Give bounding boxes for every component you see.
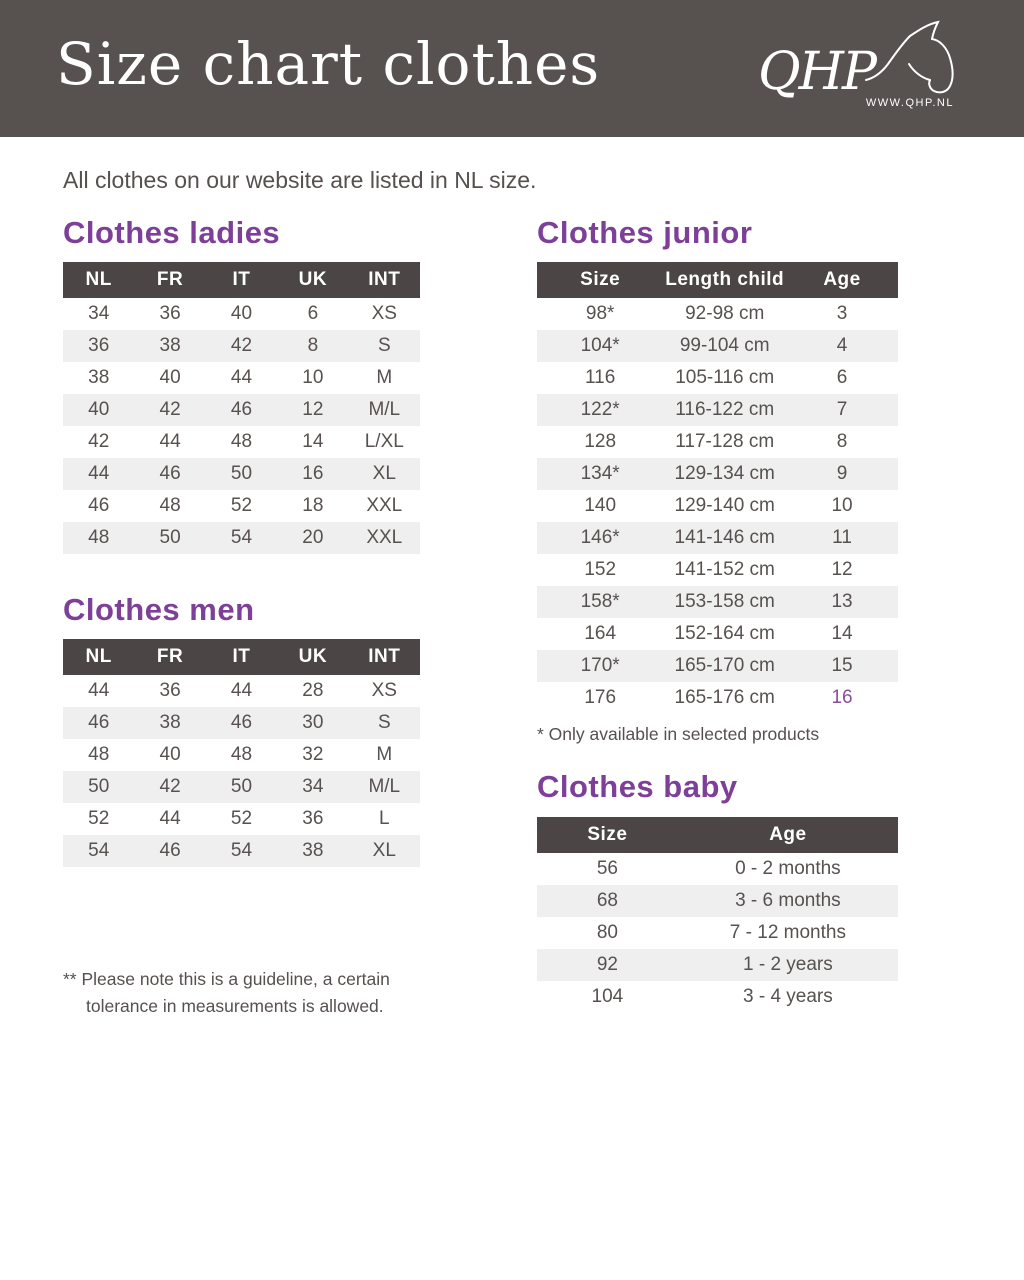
table-cell: 16 <box>831 687 853 708</box>
junior-size-table <box>537 262 898 714</box>
table-cell: 13 <box>831 591 853 612</box>
column-header: IT <box>206 639 277 675</box>
table-cell: 40 <box>88 399 110 420</box>
table-cell: 1 - 2 years <box>743 954 833 975</box>
table-header-row <box>63 639 420 675</box>
table-row <box>537 618 898 650</box>
column-header: Age <box>678 817 898 853</box>
table-cell: 40 <box>159 367 181 388</box>
table-cell: 46 <box>88 495 110 516</box>
table-row <box>63 707 420 739</box>
table-cell: 6 <box>836 367 848 388</box>
table-cell: 68 <box>596 890 618 911</box>
table-cell: 54 <box>230 840 253 861</box>
column-header: INT <box>349 262 420 298</box>
table-cell: 165-176 cm <box>674 687 775 708</box>
table-cell: 40 <box>230 303 253 324</box>
table-row <box>537 682 898 714</box>
table-cell: 46 <box>159 463 181 484</box>
table-cell: 42 <box>88 431 110 452</box>
column-header: IT <box>206 262 277 298</box>
column-header: NL <box>63 262 134 298</box>
table-header-row <box>63 262 420 298</box>
table-cell: 4 <box>836 335 848 356</box>
table-cell: 34 <box>302 776 324 797</box>
table-cell: 80 <box>596 922 618 943</box>
table-row <box>537 981 898 1013</box>
table-cell: XS <box>371 303 397 324</box>
table-cell: 34 <box>88 303 110 324</box>
table-cell: 54 <box>230 527 253 548</box>
table-cell: 129-134 cm <box>674 463 775 484</box>
table-row <box>63 426 420 458</box>
column-header: Size <box>537 262 663 298</box>
table-cell: 38 <box>302 840 324 861</box>
table-row <box>537 298 898 330</box>
column-header: Size <box>537 817 678 853</box>
table-cell: 10 <box>302 367 324 388</box>
column-header: UK <box>277 262 348 298</box>
table-cell: 128 <box>584 431 617 452</box>
table-cell: XL <box>372 840 396 861</box>
table-cell: 38 <box>88 367 110 388</box>
table-cell: 176 <box>584 687 617 708</box>
table-cell: 48 <box>230 744 253 765</box>
table-row <box>537 949 898 981</box>
table-cell: 52 <box>230 495 253 516</box>
table-cell: 54 <box>88 840 110 861</box>
table-row <box>63 522 420 554</box>
table-row <box>537 490 898 522</box>
column-header: Age <box>786 262 898 298</box>
table-cell: 14 <box>302 431 324 452</box>
table-cell: 116-122 cm <box>675 399 775 420</box>
table-cell: M <box>376 367 393 388</box>
table-cell: 15 <box>831 655 853 676</box>
table-row <box>63 330 420 362</box>
table-cell: 44 <box>88 463 110 484</box>
qhp-logo-text: QHP <box>758 42 875 102</box>
table-header-row <box>537 817 898 853</box>
table-cell: 7 <box>836 399 848 420</box>
table-cell: 165-170 cm <box>674 655 775 676</box>
table-cell: 129-140 cm <box>674 495 775 516</box>
table-cell: 152-164 cm <box>674 623 775 644</box>
junior-section-heading: Clothes junior <box>537 215 753 250</box>
column-header: FR <box>134 262 205 298</box>
table-row <box>537 885 898 917</box>
table-row <box>63 490 420 522</box>
table-cell: XL <box>372 463 396 484</box>
table-cell: 92-98 cm <box>685 303 765 324</box>
column-header: INT <box>349 639 420 675</box>
table-cell: 46 <box>88 712 110 733</box>
qhp-logo <box>758 20 958 120</box>
table-cell: 10 <box>831 495 853 516</box>
table-cell: 12 <box>831 559 853 580</box>
table-row <box>63 803 420 835</box>
table-row <box>537 362 898 394</box>
table-cell: 99-104 cm <box>679 335 770 356</box>
table-cell: 9 <box>836 463 848 484</box>
table-row <box>63 675 420 707</box>
table-cell: 50 <box>230 463 253 484</box>
table-cell: 141-146 cm <box>674 527 775 548</box>
table-cell: 32 <box>302 744 324 765</box>
column-header: NL <box>63 639 134 675</box>
column-header: UK <box>277 639 348 675</box>
ladies-section-heading: Clothes ladies <box>63 215 281 250</box>
table-cell: 52 <box>230 808 253 829</box>
table-cell: 98* <box>585 303 615 324</box>
table-row <box>537 330 898 362</box>
table-cell: 44 <box>88 680 110 701</box>
table-cell: M <box>376 744 393 765</box>
table-cell: 105-116 cm <box>675 367 775 388</box>
table-cell: 122* <box>580 399 620 420</box>
table-cell: 36 <box>159 303 181 324</box>
table-row <box>537 458 898 490</box>
table-cell: 50 <box>159 527 181 548</box>
table-row <box>63 362 420 394</box>
men-size-table <box>63 639 420 867</box>
table-cell: 20 <box>302 527 324 548</box>
table-cell: 3 <box>836 303 848 324</box>
table-row <box>63 739 420 771</box>
column-header: FR <box>134 639 205 675</box>
table-cell: 104 <box>591 986 624 1007</box>
table-cell: 50 <box>88 776 110 797</box>
table-row <box>537 426 898 458</box>
table-row <box>537 650 898 682</box>
table-cell: 42 <box>230 335 253 356</box>
table-row <box>537 522 898 554</box>
table-cell: XXL <box>366 527 403 548</box>
table-row <box>537 853 898 885</box>
table-cell: 36 <box>88 335 110 356</box>
junior-footnote: * Only available in selected products <box>537 724 820 744</box>
table-cell: 48 <box>88 527 110 548</box>
table-cell: 141-152 cm <box>674 559 775 580</box>
table-cell: 36 <box>302 808 324 829</box>
table-cell: 48 <box>88 744 110 765</box>
table-cell: M/L <box>368 399 401 420</box>
table-cell: 46 <box>230 399 253 420</box>
table-cell: 28 <box>302 680 324 701</box>
table-cell: 52 <box>88 808 110 829</box>
table-cell: 48 <box>230 431 253 452</box>
table-row <box>63 771 420 803</box>
table-cell: 36 <box>159 680 181 701</box>
table-header-row <box>537 262 898 298</box>
table-cell: 6 <box>307 303 319 324</box>
table-cell: 158* <box>580 591 620 612</box>
table-cell: 40 <box>159 744 181 765</box>
table-cell: 104* <box>580 335 620 356</box>
table-row <box>63 835 420 867</box>
table-cell: 14 <box>831 623 853 644</box>
table-cell: 44 <box>230 680 253 701</box>
table-cell: 48 <box>159 495 181 516</box>
table-cell: L/XL <box>364 431 404 452</box>
table-cell: 170* <box>580 655 620 676</box>
table-cell: 46 <box>159 840 181 861</box>
table-cell: 146* <box>580 527 620 548</box>
table-cell: 38 <box>159 335 181 356</box>
table-cell: 134* <box>580 463 620 484</box>
baby-section-heading: Clothes baby <box>537 769 738 804</box>
table-cell: 3 - 4 years <box>743 986 833 1007</box>
ladies-size-table <box>63 262 420 554</box>
guideline-footnote: ** Please note this is a guideline, a certain tolerance in measurements is allowed. <box>63 969 390 1017</box>
table-cell: 30 <box>302 712 324 733</box>
table-cell: 8 <box>836 431 848 452</box>
table-cell: S <box>377 335 391 356</box>
table-row <box>537 917 898 949</box>
table-cell: 16 <box>302 463 324 484</box>
horse-head-icon <box>864 20 956 104</box>
table-row <box>537 586 898 618</box>
table-row <box>537 394 898 426</box>
table-row <box>537 554 898 586</box>
table-cell: 140 <box>584 495 617 516</box>
table-row <box>63 298 420 330</box>
table-cell: 92 <box>596 954 618 975</box>
table-cell: 44 <box>159 431 181 452</box>
table-cell: 117-128 cm <box>675 431 775 452</box>
intro-text: All clothes on our website are listed in NL size. <box>63 167 537 193</box>
table-cell: 12 <box>302 399 324 420</box>
table-cell: M/L <box>368 776 401 797</box>
table-cell: 0 - 2 months <box>735 858 841 879</box>
table-cell: 42 <box>159 399 181 420</box>
page-title: Size chart clothes <box>56 30 601 98</box>
table-cell: 8 <box>307 335 319 356</box>
table-cell: 152 <box>584 559 617 580</box>
table-cell: 18 <box>302 495 324 516</box>
table-cell: 7 - 12 months <box>729 922 846 943</box>
table-cell: 46 <box>230 712 253 733</box>
table-cell: 44 <box>230 367 253 388</box>
table-cell: 56 <box>596 858 618 879</box>
page-header <box>0 0 1024 137</box>
qhp-website-text: WWW.QHP.NL <box>865 97 954 109</box>
table-cell: XXL <box>366 495 403 516</box>
table-cell: 153-158 cm <box>674 591 775 612</box>
table-row <box>63 394 420 426</box>
men-section-heading: Clothes men <box>63 592 255 627</box>
table-cell: S <box>377 712 391 733</box>
table-cell: 42 <box>159 776 181 797</box>
column-header: Length child <box>663 262 786 298</box>
baby-size-table <box>537 817 898 1013</box>
table-cell: L <box>378 808 390 829</box>
table-cell: 116 <box>585 367 616 388</box>
table-cell: 3 - 6 months <box>735 890 841 911</box>
table-cell: 11 <box>832 527 852 548</box>
table-cell: XS <box>371 680 397 701</box>
table-row <box>63 458 420 490</box>
table-cell: 50 <box>230 776 253 797</box>
table-cell: 164 <box>584 623 617 644</box>
table-cell: 44 <box>159 808 181 829</box>
table-cell: 38 <box>159 712 181 733</box>
